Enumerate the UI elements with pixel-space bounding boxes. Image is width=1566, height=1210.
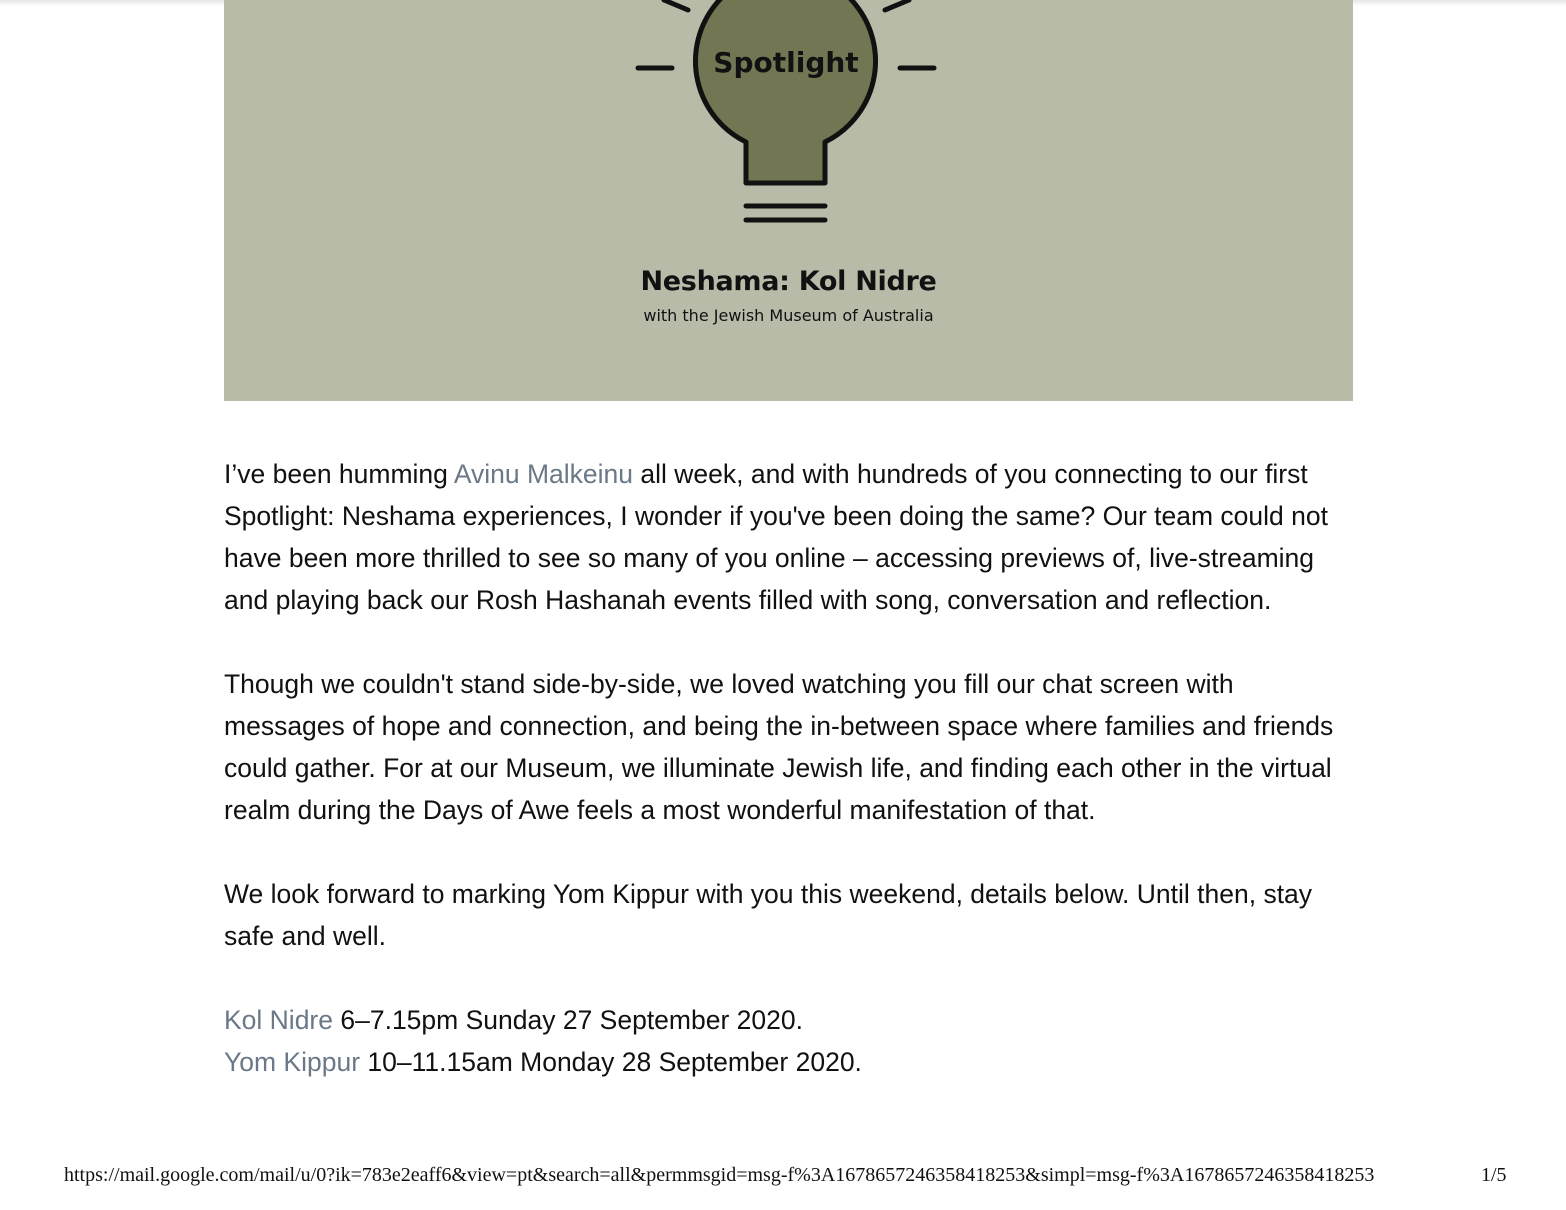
print-footer-url: https://mail.google.com/mail/u/0?ik=783e2eaff6&view=pt&search=all&permmsgid=msg-f%3A1678657246358418253&simpl=msg-f%3A1678657246358418253 — [64, 1164, 1375, 1186]
banner-subtitle: with the Jewish Museum of Australia — [643, 306, 934, 325]
bulb-ray — [664, 0, 688, 10]
paragraph-intro — [224, 453, 1354, 621]
print-page-number: 1/5 — [1481, 1164, 1507, 1186]
spotlight-banner — [224, 0, 1353, 401]
lightbulb-icon — [224, 0, 1353, 401]
kol-nidre-link[interactable]: Kol Nidre — [224, 1005, 333, 1035]
schedule-item — [224, 999, 1354, 1041]
email-body — [224, 453, 1354, 1083]
bulb-ray — [885, 0, 909, 10]
schedule-item — [224, 1041, 1354, 1083]
paragraph-text: I’ve been humming — [224, 459, 454, 489]
yom-kippur-link[interactable]: Yom Kippur — [224, 1047, 361, 1077]
bulb-glass — [696, 0, 876, 183]
schedule-time: 10–11.15am Monday 28 September 2020. — [360, 1047, 862, 1077]
banner-title: Neshama: Kol Nidre — [640, 266, 937, 297]
event-schedule — [224, 999, 1354, 1083]
paragraph-reflection: Though we couldn't stand side-by-side, we loved watching you fill our chat screen with messages of hope and connection, and being the in-between space where families and friends could gather. For at our Museum, we illuminate Jewish life, and finding each other in the virtual realm during the Days of Awe feels a most wonderful manifestation of that. — [224, 669, 1334, 825]
bulb-label: Spotlight — [713, 46, 859, 79]
paragraph-text: all week, and with hundreds of you connecting to our first Spotlight: Neshama experiences, I wonder if you've been doing the same? Our team could not have been more thrilled to see so many of you online – accessing previews of, live-streaming and playing back our Rosh Hashanah events filled with song, conversation and reflection. — [224, 459, 1328, 615]
avinu-malkeinu-link[interactable]: Avinu Malkeinu — [453, 459, 634, 489]
schedule-time: 6–7.15pm Sunday 27 September 2020. — [333, 1005, 803, 1035]
paragraph-closing: We look forward to marking Yom Kippur with you this weekend, details below. Until then, stay safe and well. — [224, 879, 1313, 951]
